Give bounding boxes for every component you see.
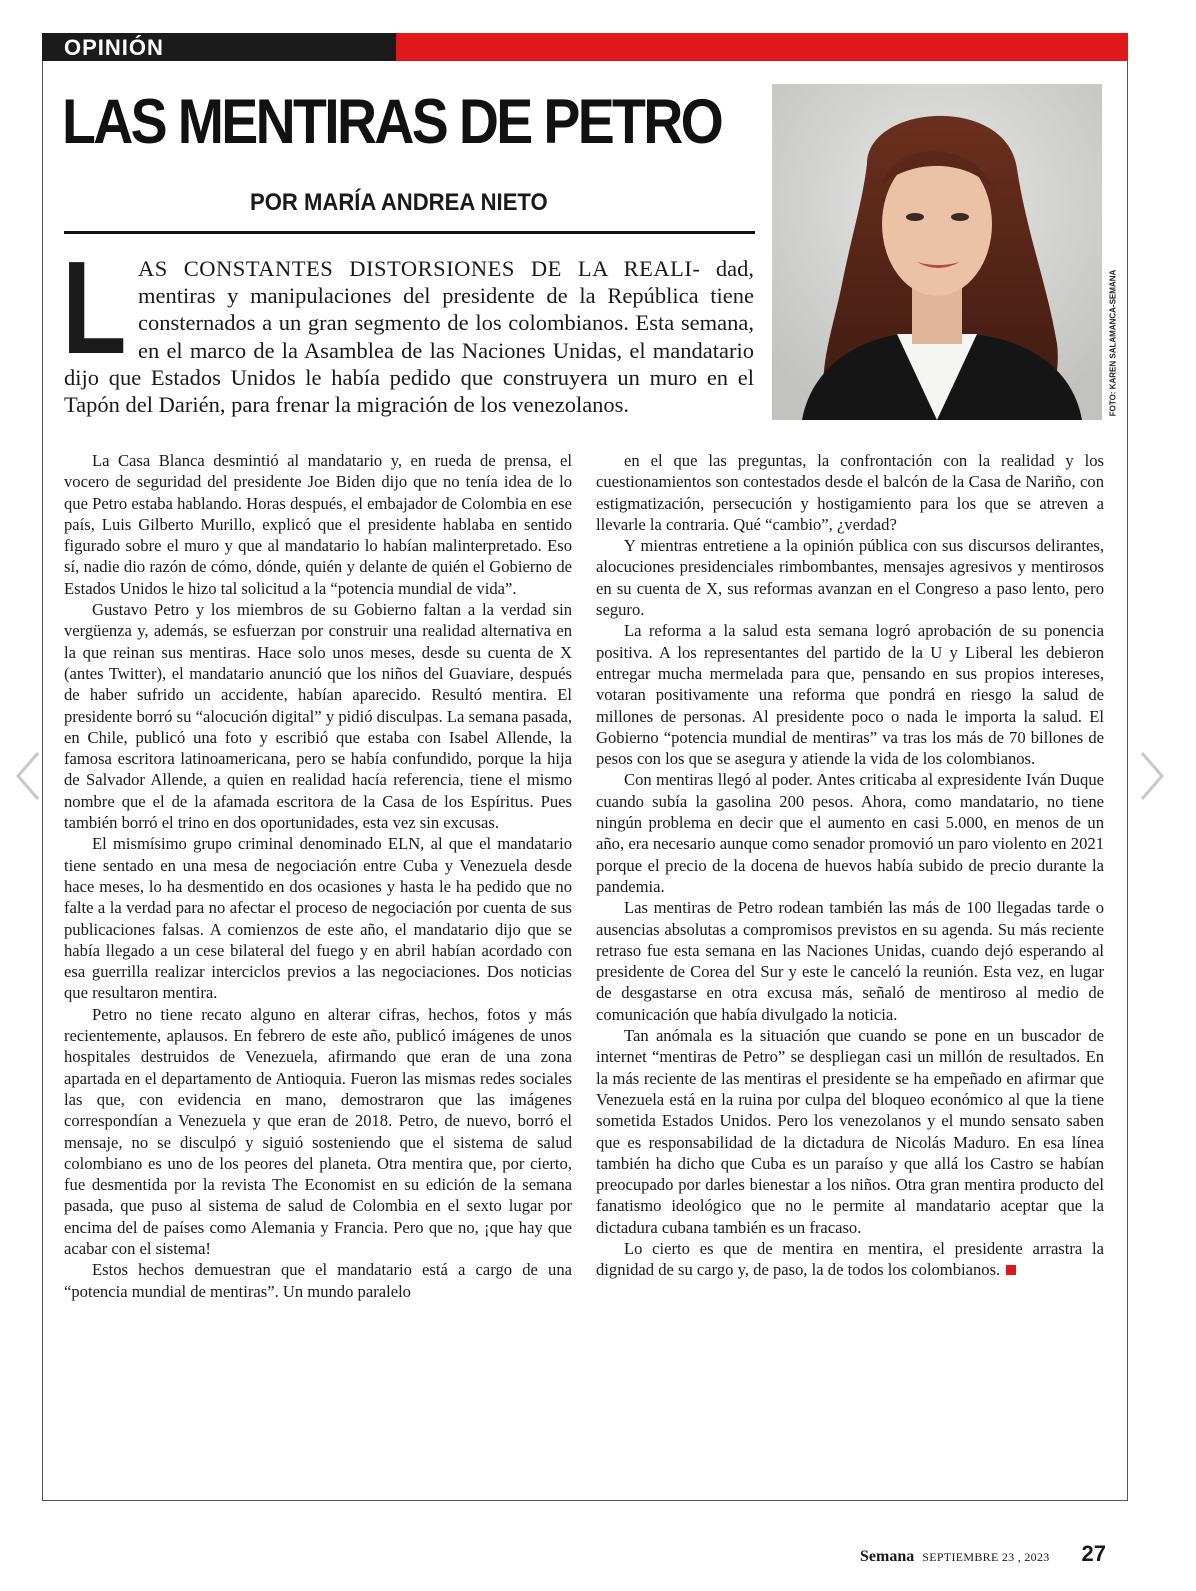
last-paragraph: Lo cierto es que de mentira en mentira, el presidente arrastra la dignidad de su cargo y, de paso, la de todos los colombianos. bbox=[596, 1238, 1104, 1280]
paragraph: Tan anómala es la situación que cuando se pone en un buscador de internet “mentiras de Petro” se despliegan casi un millón de resultados. En la más reciente de las mentiras el presidente se ha empeñado en afirmar que Venezuela está en la ruina por culpa del bloqueo económico al que la tiene sometida Estados Unidos. Pero los venezolanos y el mundo sensato saben que es responsabilidad de la dictadura de Nicolás Maduro. En esa línea también ha dicho que Cuba es un paraíso y que allá los Castro se habían preocupado por darles bienestar a los niños. Otra gran mentira producto del fanatismo ideológico que no le permite al mandatario aceptar que la dictadura cubana también es un fracaso. bbox=[596, 1026, 1104, 1237]
paragraph: Con mentiras llegó al poder. Antes criticaba al expresidente Iván Duque cuando subía la gasolina 200 pesos. Ahora, como mandatario, no tiene ningún problema en decir que el aumento en casi 5.000, en menos de un año, era necesario aunque como senador promovió un paro violento en 2021 porque el precio de la docena de huevos había subido de precio durante la pandemia. bbox=[596, 770, 1104, 896]
article-byline: POR MARÍA ANDREA NIETO bbox=[250, 189, 548, 216]
paragraph: en el que las preguntas, la confrontación con la realidad y los cuestionamientos son contestados desde el balcón de la Casa de Nariño, con estigmatización, persecución y hostigamiento para los que se atreven a llevarle la contraria. Qué “cambio”, ¿verdad? bbox=[596, 451, 1104, 534]
page-number: 27 bbox=[1081, 1541, 1106, 1566]
issue-date: SEPTIEMBRE 23 , 2023 bbox=[922, 1550, 1050, 1564]
drop-cap: L bbox=[62, 234, 127, 381]
photo-credit: FOTO: KAREN SALAMANCA-SEMANA bbox=[1108, 269, 1118, 417]
article-lead bbox=[62, 234, 754, 418]
paragraph: Gustavo Petro y los miembros de su Gobierno faltan a la verdad sin vergüenza y, además, se esfuerzan por construir una realidad alternativa en la que reinan sus mentiras. Hace solo unos meses, desde su cuenta de X (antes Twitter), el mandatario anunció que los niños del Guaviare, después de haber sufrido un accidente, habían aparecido. Resultó mentira. El presidente borró su “alocución digital” y pidió disculpas. La semana pasada, en Chile, publicó una foto y escribió que estaba con Isabel Allende, la famosa escritora latinoamericana, pero se había confundido, porque la hija de Salvador Allende, a quien en realidad hacía referencia, tiene el mismo nombre que el de la afamada escritora de la Casa de los Espíritus. Pues también borró el trino en dos oportunidades, esta vez sin excusas. bbox=[64, 600, 572, 833]
title-rule bbox=[64, 231, 755, 234]
paragraph: Estos hechos demuestran que el mandatario está a cargo de una “potencia mundial de mentiras”. Un mundo paralelo bbox=[64, 1260, 572, 1301]
paragraph: La reforma a la salud esta semana logró aprobación de su ponencia positiva. A los representantes del partido de la U y Liberal les debieron entregar mucha mermelada para que, pensando en sus propios intereses, votaran positivamente una reforma que pondrá en riesgo la salud de millones de personas. Al presidente poco o nada le importa la salud. El Gobierno “potencia mundial de mentiras” va tras los más de 70 billones de pesos con los que se asegura y atiende la vida de los colombianos. bbox=[596, 621, 1104, 769]
prev-page-button[interactable] bbox=[14, 750, 42, 802]
section-accent-bar bbox=[396, 33, 1128, 61]
author-portrait-image bbox=[772, 84, 1102, 420]
page-footer bbox=[860, 1541, 1106, 1571]
lead-caps: AS CONSTANTES DISTORSIONES DE LA REALI- bbox=[138, 256, 701, 281]
section-label: OPINIÓN bbox=[42, 33, 396, 61]
paragraph: Petro no tiene recato alguno en alterar cifras, hechos, fotos y más recientemente, aplausos. En febrero de este año, publicó imágenes de unos hospitales destruidos de Venezuela, afirmando que eran de una zona apartada en el departamento de Antioquia. Fueron las mismas redes sociales las que, con evidencia en mano, demostraron que las imágenes correspondían a Venezuela y que eran de 2018. Petro, de nuevo, borró el mensaje, no se disculpó y siguió sosteniendo que el sistema de salud colombiano es uno de los peores del planeta. Otra mentira que, por cierto, fue desmentida por la revista The Economist en su edición de la semana pasada, que puso al sistema de salud de Colombia en el sexto lugar por encima del de países como Alemania y Francia. Pero que no, ¡que hay que acabar con el sistema! bbox=[64, 1004, 572, 1258]
paragraph: La Casa Blanca desmintió al mandatario y, en rueda de prensa, el vocero de seguridad del presidente Joe Biden dijo que no tenía idea de lo que Petro estaba hablando. Horas después, el embajador de Colombia en ese país, Luis Gilberto Murillo, explicó que el presidente hablaba en sentido figurado sobre el muro y que al mandatario lo habían malinterpretado. Eso sí, nadie dio razón de cómo, dónde, quién y delante de quién el Gobierno de Estados Unidos le hizo tal solicitud a la “potencia mundial de vida”. bbox=[64, 451, 572, 598]
body-column-2 bbox=[596, 450, 1104, 1281]
next-page-button[interactable] bbox=[1138, 750, 1166, 802]
author-photo bbox=[772, 84, 1102, 420]
magazine-name: Semana bbox=[860, 1548, 915, 1565]
lead-text: dad, mentiras y manipulaciones del presidente de la República tiene consternados a un gran segmento de los colombianos. Esta semana, en el marco de la Asamblea de las Naciones Unidas, el mandatario dijo que Estados Unidos le había pedido que construyera un muro en el Tapón del Darién, para frenar la migración de los venezolanos. bbox=[64, 256, 754, 418]
end-mark-icon bbox=[1006, 1265, 1016, 1275]
paragraph: Las mentiras de Petro rodean también las más de 100 llegadas tarde o ausencias absolutas a compromisos previstos en su agenda. Su más reciente retraso fue esta semana en las Naciones Unidas, cuando dejó esperando al presidente de Corea del Sur y este le canceló la reunión. Esta vez, en lugar de desgastarse en otra excusa más, señaló de mentiroso al medio de comunicación que había divulgado la noticia. bbox=[596, 898, 1104, 1024]
article-title: LAS MENTIRAS DE PETRO bbox=[62, 87, 722, 157]
section-band bbox=[42, 33, 1128, 61]
paragraph: El mismísimo grupo criminal denominado ELN, al que el mandatario tiene sentado en una mesa de negociación entre Cuba y Venezuela desde hace meses, lo ha desmentido en dos ocasiones y hasta le ha pedido que no falte a la verdad para no afectar el proceso de negociación por cuenta de sus publicaciones falsas. A comienzos de este año, el mandatario dijo que se había llegado a un cese bilateral del fuego y en abril habían acordado con esa guerrilla realizar interciclos previos a las negociaciones. Dos noticias que resultaron mentira. bbox=[64, 834, 572, 1003]
body-column-1 bbox=[64, 450, 572, 1302]
chevron-right-icon bbox=[1138, 750, 1166, 802]
paragraph: Y mientras entretiene a la opinión pública con sus discursos delirantes, alocuciones presidenciales rimbombantes, mensajes agresivos y mentirosos en su cuenta de X, sus reformas avanzan en el Congreso a paso lento, pero seguro. bbox=[596, 536, 1104, 620]
chevron-left-icon bbox=[14, 750, 42, 802]
